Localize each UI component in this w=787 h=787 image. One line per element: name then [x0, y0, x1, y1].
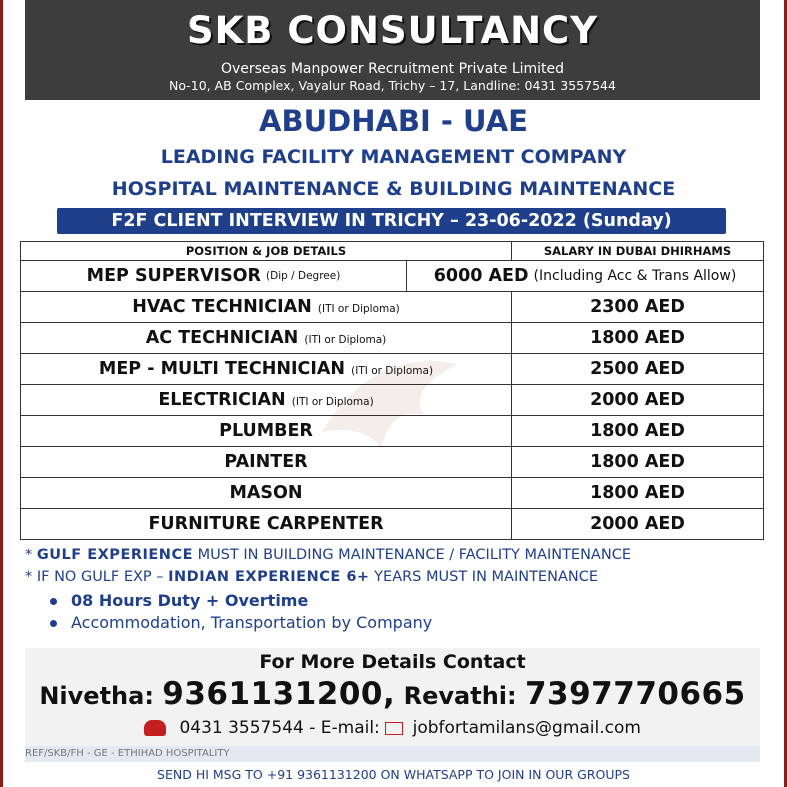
- benefits-list: [50, 590, 750, 634]
- position-title: MASON: [229, 483, 303, 503]
- requirements-notes: [25, 544, 765, 588]
- contact-phone-1[interactable]: 9361131200,: [162, 676, 396, 712]
- table-header-row: [21, 242, 764, 261]
- landline-text: 0431 3557544 - E-mail:: [179, 718, 380, 738]
- salary-header: SALARY IN DUBAI DHIRHAMS: [512, 242, 764, 261]
- position-cell: [21, 416, 512, 447]
- table-row: [21, 385, 764, 416]
- salary-cell: 1800 AED: [512, 416, 764, 447]
- position-cell: [21, 354, 512, 385]
- reference-code: REF/SKB/FH - GE - ETHIHAD HOSPITALITY: [25, 746, 760, 762]
- position-cell: [21, 478, 512, 509]
- salary-cell: 2000 AED: [512, 385, 764, 416]
- salary-cell: 1800 AED: [512, 478, 764, 509]
- position-qualification: (ITI or Diploma): [304, 334, 387, 346]
- table-row: [21, 509, 764, 540]
- position-title: PLUMBER: [219, 421, 313, 441]
- position-title: MEP SUPERVISOR: [86, 266, 262, 286]
- header-banner: [25, 0, 760, 100]
- position-cell: [21, 261, 407, 291]
- contact-name-2: Revathi:: [403, 682, 517, 710]
- job-table: [20, 241, 764, 540]
- table-row: [21, 354, 764, 385]
- position-qualification: (ITI or Diploma): [351, 365, 434, 377]
- job-sector: HOSPITAL MAINTENANCE & BUILDING MAINTENANCE: [111, 178, 676, 200]
- company-address: No-10, AB Complex, Vayalur Road, Trichy – 17, Landline: 0431 3557544: [169, 78, 616, 93]
- position-cell: [21, 323, 512, 354]
- company-name: SKB CONSULTANCY: [186, 9, 599, 52]
- contact-name-1: Nivetha:: [39, 682, 154, 710]
- position-title: ELECTRICIAN: [158, 390, 286, 410]
- table-row: [21, 447, 764, 478]
- position-title: FURNITURE CARPENTER: [148, 514, 384, 534]
- bullet-icon: [50, 620, 57, 627]
- position-qualification: (Dip / Degree): [266, 270, 341, 282]
- position-cell: [21, 292, 512, 323]
- telephone-icon: [144, 720, 166, 736]
- salary-cell: 1800 AED: [512, 447, 764, 478]
- table-row: [21, 478, 764, 509]
- salary-note: (Including Acc & Trans Allow): [533, 268, 737, 284]
- salary-value: 6000 AED: [433, 266, 529, 286]
- table-row: [21, 292, 764, 323]
- mail-icon: [385, 722, 403, 735]
- position-title: MEP - MULTI TECHNICIAN: [98, 359, 346, 379]
- position-cell: [21, 509, 512, 540]
- position-qualification: (ITI or Diploma): [291, 396, 374, 408]
- salary-cell: [407, 261, 763, 291]
- table-row: [21, 261, 764, 292]
- whatsapp-footer: SEND HI MSG TO +91 9361131200 ON WHATSAPP TO JOIN IN OUR GROUPS: [157, 767, 630, 782]
- contact-title: For More Details Contact: [259, 651, 526, 673]
- job-location: ABUDHABI - UAE: [259, 104, 528, 138]
- position-title: AC TECHNICIAN: [145, 328, 299, 348]
- note-indian-experience: * IF NO GULF EXP – INDIAN EXPERIENCE 6+ YEARS MUST IN MAINTENANCE: [25, 569, 598, 585]
- position-title: HVAC TECHNICIAN: [132, 297, 312, 317]
- contact-phone-2[interactable]: 7397770665: [524, 676, 746, 712]
- position-cell: [21, 447, 512, 478]
- table-row: [21, 323, 764, 354]
- salary-cell: 2300 AED: [512, 292, 764, 323]
- bullet-icon: [50, 598, 57, 605]
- salary-cell: 2500 AED: [512, 354, 764, 385]
- interview-banner: F2F CLIENT INTERVIEW IN TRICHY – 23-06-2022 (Sunday): [57, 208, 726, 234]
- company-subtitle: Overseas Manpower Recruitment Private Limited: [220, 61, 565, 77]
- list-item: 08 Hours Duty + Overtime: [50, 590, 750, 612]
- table-row: [21, 416, 764, 447]
- company-type: LEADING FACILITY MANAGEMENT COMPANY: [160, 146, 627, 168]
- contact-panel: [25, 648, 760, 746]
- contact-email-line: [25, 716, 760, 740]
- salary-cell: 1800 AED: [512, 323, 764, 354]
- salary-cell: 2000 AED: [512, 509, 764, 540]
- contact-numbers: [25, 674, 760, 716]
- position-header: POSITION & JOB DETAILS: [21, 242, 512, 261]
- position-title: PAINTER: [224, 452, 308, 472]
- note-gulf-experience: * GULF EXPERIENCE MUST IN BUILDING MAINTENANCE / FACILITY MAINTENANCE: [25, 547, 631, 563]
- list-item: Accommodation, Transportation by Company: [50, 612, 750, 634]
- position-qualification: (ITI or Diploma): [317, 303, 400, 315]
- email-link[interactable]: jobfortamilans@gmail.com: [412, 718, 641, 738]
- position-cell: [21, 385, 512, 416]
